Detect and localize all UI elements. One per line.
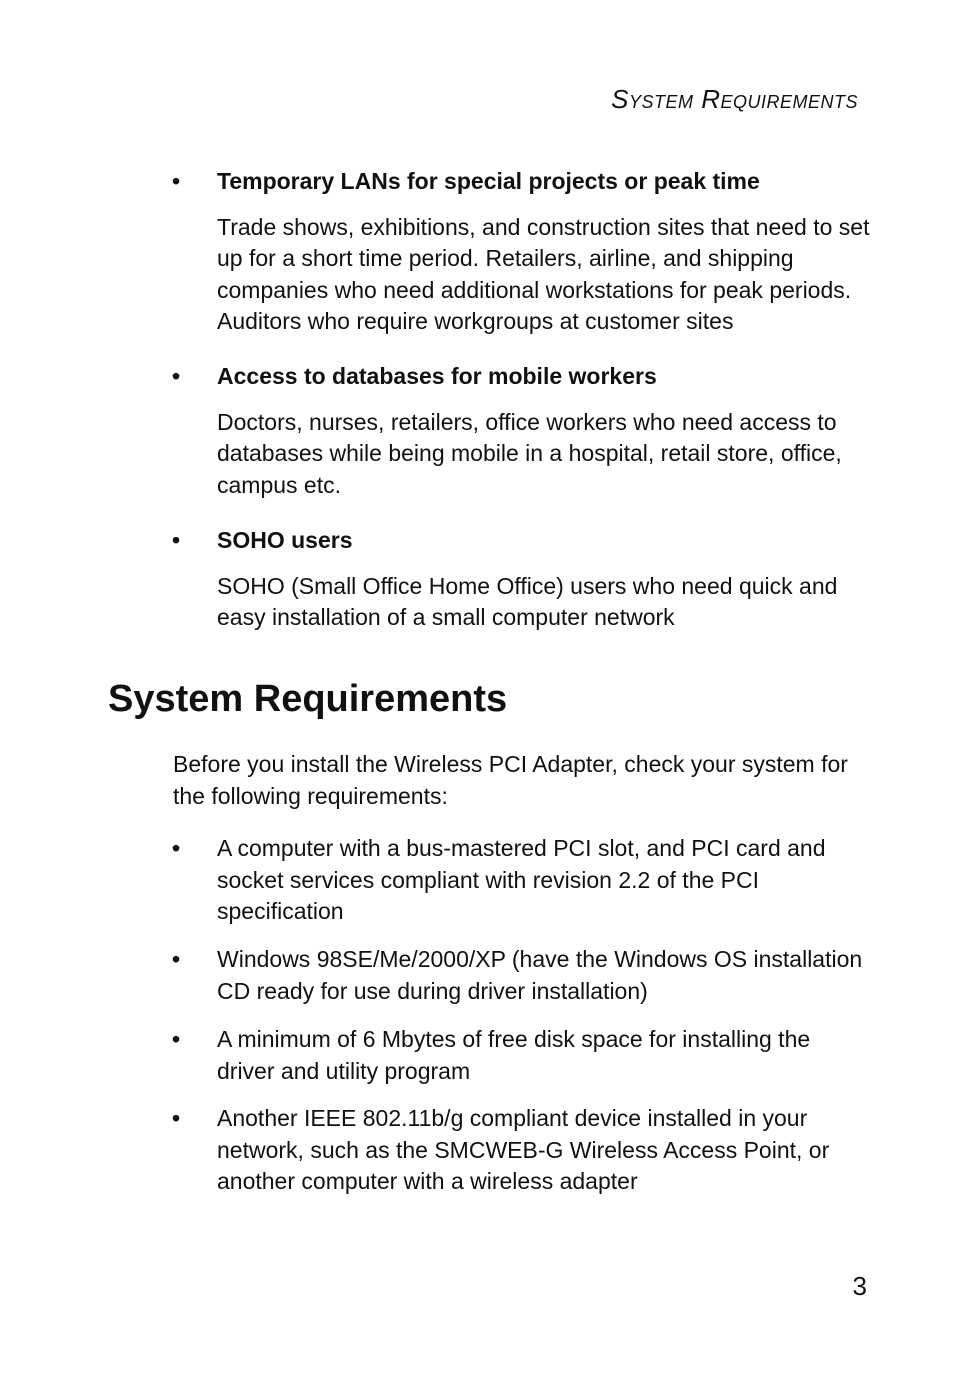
use-case-item (172, 525, 872, 634)
use-case-title: Access to databases for mobile workers (217, 363, 657, 389)
use-case-description: Doctors, nurses, retailers, office workers who need access to databases while being mobile in a hospital, retail store, office, campus etc. (217, 408, 842, 498)
requirement-row (172, 833, 872, 928)
requirement-item (172, 833, 872, 928)
bullet-icon: • (172, 527, 181, 553)
use-case-title-row (172, 361, 872, 393)
use-case-title: Temporary LANs for special projects or peak time (217, 168, 760, 194)
use-case-title-row (172, 525, 872, 557)
requirement-text: A computer with a bus-mastered PCI slot, and PCI card and socket services compliant with revision 2.2 of the PCI specification (217, 835, 826, 924)
use-case-description: Trade shows, exhibitions, and construction sites that need to set up for a short time period. Retailers, airline, and shipping companies who need additional workstations for peak periods. Auditors who require workgroups at customer sites (217, 213, 870, 334)
requirement-text: Another IEEE 802.11b/g compliant device installed in your network, such as the SMCWEB-G Wireless Access Point, or another computer with a wireless adapter (217, 1105, 830, 1194)
page-number: 3 (852, 1271, 867, 1301)
use-case-title-row (172, 166, 872, 198)
bullet-icon: • (172, 168, 181, 194)
section-title: System Requirements (108, 678, 508, 720)
bullet-icon: • (172, 835, 181, 861)
requirement-text: Windows 98SE/Me/2000/XP (have the Windows OS installation CD ready for use during driver installation) (217, 946, 863, 1004)
bullet-icon: • (172, 363, 181, 389)
requirement-row (172, 944, 872, 1007)
use-case-description: SOHO (Small Office Home Office) users who need quick and easy installation of a small computer network (217, 572, 838, 630)
requirement-item (172, 1024, 872, 1087)
bullet-icon: • (172, 946, 181, 972)
bullet-icon: • (172, 1105, 181, 1131)
requirement-item (172, 944, 872, 1007)
use-case-item (172, 166, 872, 338)
requirement-item (172, 1103, 872, 1198)
section-intro: Before you install the Wireless PCI Adapter, check your system for the following requirements: (173, 751, 848, 809)
requirement-row (172, 1024, 872, 1087)
use-case-title: SOHO users (217, 527, 353, 553)
bullet-icon: • (172, 1026, 181, 1052)
use-case-item (172, 361, 872, 501)
requirement-row (172, 1103, 872, 1198)
requirement-text: A minimum of 6 Mbytes of free disk space for installing the driver and utility program (217, 1026, 811, 1084)
running-header: System Requirements (611, 84, 858, 114)
